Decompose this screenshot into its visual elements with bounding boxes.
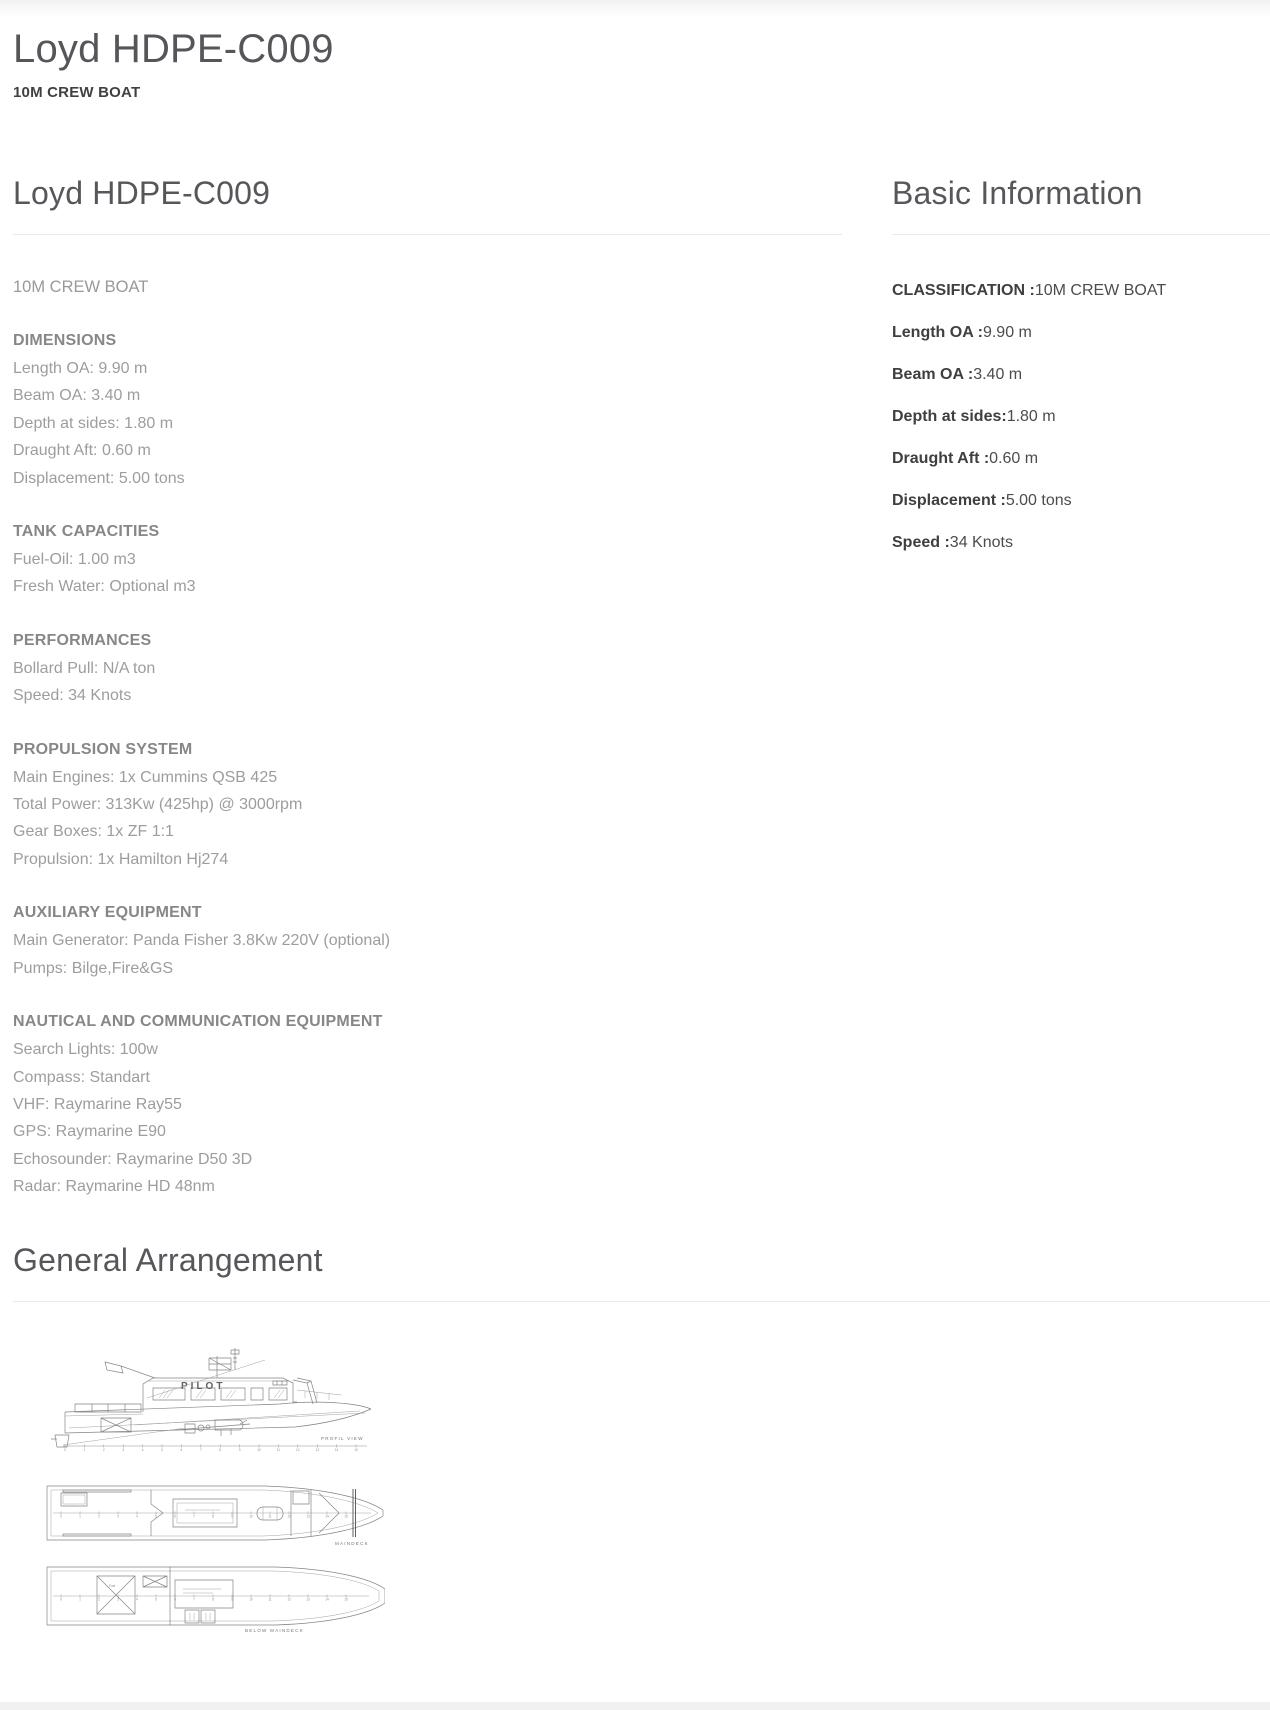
info-row-draught-aft [892, 449, 1270, 468]
info-label: Depth at sides: [892, 408, 1007, 425]
info-label: Draught Aft : [892, 450, 990, 467]
profile-scale-ruler [64, 1444, 358, 1452]
spec-line: Radar: Raymarine HD 48nm [13, 1178, 215, 1196]
info-label: Beam OA : [892, 366, 974, 383]
overview-title: Loyd HDPE-C009 [13, 175, 271, 211]
spec-line: Propulsion: 1x Hamilton Hj274 [13, 850, 229, 868]
page-subtitle: 10M CREW BOAT [13, 84, 141, 101]
svg-text:6: 6 [174, 1597, 176, 1602]
spec-heading: TANK CAPACITIES [13, 523, 160, 541]
svg-text:12: 12 [287, 1597, 291, 1602]
overview-divider [13, 234, 842, 235]
spec-line: Total Power: 313Kw (425hp) @ 3000rpm [13, 796, 303, 814]
spec-line: Length OA: 9.90 m [13, 360, 148, 377]
svg-text:15: 15 [354, 1447, 358, 1452]
basic-info-divider [892, 234, 1270, 235]
fuel-tank-text: Fuel [109, 1583, 116, 1588]
svg-text:12: 12 [287, 1514, 291, 1519]
svg-text:4: 4 [136, 1597, 138, 1602]
spec-heading: AUXILIARY EQUIPMENT [13, 904, 202, 922]
svg-text:15: 15 [344, 1514, 348, 1519]
svg-text:2: 2 [98, 1597, 100, 1602]
overview-subtitle: 10M CREW BOAT [13, 278, 149, 296]
info-value: 3.40 m [973, 366, 1023, 383]
spec-line: Bollard Pull: N/A ton [13, 659, 156, 677]
info-row-classification [892, 281, 1270, 300]
info-row-beam-oa [892, 365, 1270, 384]
svg-text:14: 14 [334, 1447, 339, 1452]
info-value: 9.90 m [982, 324, 1032, 341]
spec-line: Pumps: Bilge,Fire&GS [13, 959, 174, 977]
svg-text:7: 7 [193, 1597, 195, 1602]
spec-line: Draught Aft: 0.60 m [13, 442, 151, 460]
spec-line: Compass: Standart [13, 1068, 150, 1086]
spec-line: Fuel-Oil: 1.00 m3 [13, 551, 136, 569]
svg-text:4: 4 [141, 1447, 144, 1452]
svg-text:1: 1 [79, 1597, 81, 1602]
info-value: 10M CREW BOAT [1034, 282, 1167, 299]
spec-group-nautical-equipment [13, 1008, 842, 1200]
page-header [0, 18, 1270, 102]
info-row-length-oa [892, 323, 1270, 342]
info-row-speed [892, 533, 1270, 552]
maindeck-label: MAINDECK [335, 1540, 369, 1546]
svg-text:9: 9 [238, 1447, 241, 1452]
svg-text:9: 9 [231, 1514, 233, 1519]
profile-view-label: PROFIL VIEW [321, 1435, 364, 1441]
svg-text:14: 14 [325, 1514, 329, 1519]
basic-info-section [892, 174, 1270, 1201]
spec-group-propulsion-system [13, 736, 842, 874]
info-label: Speed : [892, 534, 950, 551]
pilot-cabin-text: PILOT [181, 1380, 226, 1392]
svg-text:5: 5 [155, 1597, 157, 1602]
svg-text:6: 6 [174, 1514, 176, 1519]
svg-text:15: 15 [344, 1597, 348, 1602]
spec-line: Main Engines: 1x Cummins QSB 425 [13, 768, 278, 786]
spec-line: Echosounder: Raymarine D50 3D [13, 1150, 253, 1168]
basic-info-title: Basic Information [892, 175, 1143, 211]
svg-text:3: 3 [122, 1447, 125, 1452]
spec-group-tank-capacities [13, 518, 842, 601]
svg-text:9: 9 [231, 1597, 233, 1602]
svg-text:2: 2 [98, 1514, 100, 1519]
below-maindeck-drawing [35, 1565, 385, 1633]
basic-info-rows [892, 281, 1270, 552]
svg-text:10: 10 [249, 1597, 253, 1602]
info-row-displacement [892, 491, 1270, 510]
info-row-depth-at-sides [892, 407, 1270, 426]
svg-text:3: 3 [117, 1597, 119, 1602]
svg-text:8: 8 [212, 1514, 214, 1519]
spec-heading: NAUTICAL AND COMMUNICATION EQUIPMENT [13, 1013, 383, 1031]
spec-line: Speed: 34 Knots [13, 687, 132, 705]
info-value: 5.00 tons [1005, 492, 1072, 509]
info-value: 34 Knots [949, 534, 1013, 551]
svg-text:13: 13 [306, 1514, 310, 1519]
svg-text:0: 0 [60, 1597, 62, 1602]
svg-text:11: 11 [268, 1514, 272, 1519]
svg-text:5: 5 [161, 1447, 163, 1452]
spec-line: Fresh Water: Optional m3 [13, 578, 196, 596]
svg-text:2: 2 [102, 1447, 105, 1452]
svg-text:0: 0 [60, 1514, 62, 1519]
svg-text:7: 7 [193, 1514, 195, 1519]
spec-line: Depth at sides: 1.80 m [13, 414, 174, 432]
svg-text:4: 4 [136, 1514, 138, 1519]
spec-line: GPS: Raymarine E90 [13, 1123, 166, 1141]
svg-text:6: 6 [180, 1447, 183, 1452]
spec-heading: PROPULSION SYSTEM [13, 740, 193, 758]
info-label: Length OA : [892, 324, 983, 341]
spec-group-auxiliary-equipment [13, 899, 842, 982]
spec-line: Search Lights: 100w [13, 1041, 158, 1059]
general-arrangement-drawings [13, 1340, 1270, 1633]
info-label: CLASSIFICATION : [892, 282, 1035, 299]
profile-view-drawing [35, 1340, 380, 1455]
spec-heading: DIMENSIONS [13, 332, 117, 349]
svg-text:10: 10 [257, 1447, 261, 1452]
maindeck-scale-ruler [60, 1511, 348, 1518]
svg-text:13: 13 [315, 1447, 319, 1452]
spec-line: Gear Boxes: 1x ZF 1:1 [13, 823, 174, 841]
info-label: Displacement : [892, 492, 1006, 509]
svg-text:1: 1 [83, 1447, 86, 1452]
spec-line: Main Generator: Panda Fisher 3.8Kw 220V (optional) [13, 932, 391, 950]
svg-text:13: 13 [306, 1597, 310, 1602]
spec-line: Displacement: 5.00 tons [13, 469, 185, 487]
spec-group-dimensions [13, 327, 842, 492]
svg-text:10: 10 [249, 1514, 253, 1519]
svg-text:12: 12 [296, 1447, 300, 1452]
below-maindeck-label: BELOW MAINDECK [245, 1627, 304, 1633]
general-arrangement-divider [13, 1301, 1270, 1302]
info-value: 1.80 m [1006, 408, 1056, 425]
maindeck-drawing [35, 1482, 385, 1546]
svg-text:7: 7 [199, 1447, 202, 1452]
svg-text:3: 3 [117, 1514, 119, 1519]
svg-text:14: 14 [325, 1597, 329, 1602]
spec-heading: PERFORMANCES [13, 631, 152, 649]
svg-text:8: 8 [212, 1597, 214, 1602]
spec-line: Beam OA: 3.40 m [13, 387, 141, 405]
top-fade-band [0, 0, 1270, 18]
svg-text:8: 8 [219, 1447, 222, 1452]
general-arrangement-title: General Arrangement [13, 1241, 323, 1278]
svg-text:0: 0 [64, 1447, 66, 1452]
overview-section [13, 174, 842, 1201]
svg-text:5: 5 [155, 1514, 157, 1519]
content-columns [0, 174, 1270, 1201]
svg-text:11: 11 [276, 1447, 281, 1452]
svg-text:11: 11 [268, 1597, 272, 1602]
general-arrangement-section [0, 1241, 1270, 1633]
page-title: Loyd HDPE-C009 [13, 27, 334, 71]
footer-bar [0, 1702, 1270, 1710]
info-value: 0.60 m [989, 450, 1039, 467]
svg-text:1: 1 [79, 1514, 81, 1519]
spec-group-performances [13, 627, 842, 710]
spec-line: VHF: Raymarine Ray55 [13, 1095, 182, 1113]
below-maindeck-scale-ruler [60, 1594, 348, 1601]
